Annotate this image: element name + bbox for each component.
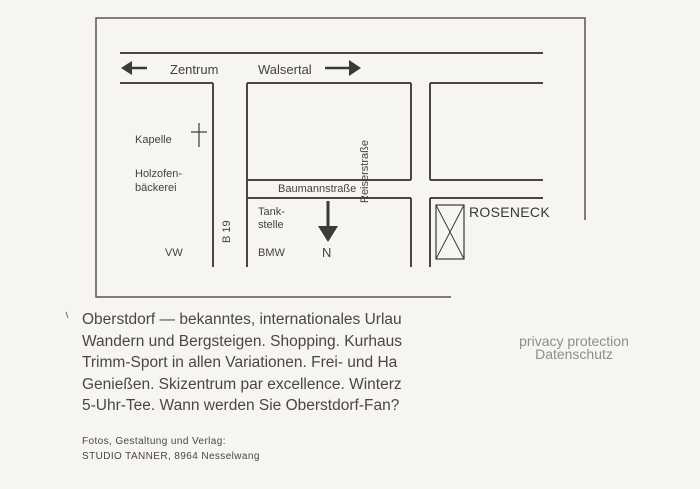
label-tank: Tank- (258, 206, 285, 218)
privacy-watermark (500, 335, 648, 361)
label-baumannstrasse: Baumannstraße (278, 183, 357, 195)
watermark-line-1: privacy protection (519, 333, 629, 349)
label-baeckerei: bäckerei (135, 182, 177, 194)
label-b19: B 19 (221, 220, 233, 243)
label-reiserstrasse: Reiserstraße (359, 140, 371, 203)
arrow-right-icon (325, 60, 361, 76)
description-text (82, 309, 452, 417)
label-bmw: BMW (258, 247, 285, 259)
credits (82, 434, 260, 464)
label-vw: VW (165, 247, 183, 259)
label-roseneck: ROSENECK (469, 204, 550, 220)
text-line: 5-Uhr-Tee. Wann werden Sie Oberstdorf-Fan? (82, 397, 400, 414)
watermark-line-2: Datenschutz (535, 346, 613, 362)
label-stelle: stelle (258, 219, 284, 231)
label-north: N (322, 245, 332, 260)
text-line: Oberstdorf — bekanntes, internationales Urlau (82, 311, 402, 328)
text-line: Genießen. Skizentrum par excellence. Winterz (82, 375, 402, 393)
label-walsertal: Walsertal (258, 62, 312, 77)
north-arrow-icon (318, 201, 338, 242)
label-holzofen: Holzofen- (135, 168, 183, 180)
arrow-left-icon (121, 61, 147, 75)
label-zentrum: Zentrum (170, 62, 219, 77)
label-kapelle: Kapelle (135, 134, 172, 146)
text-line: Trimm-Sport in allen Variationen. Frei- und Ha (82, 354, 398, 371)
credits-line-1: Fotos, Gestaltung und Verlag: (82, 436, 226, 447)
text-line: Wandern und Bergsteigen. Shopping. Kurhaus (82, 332, 402, 350)
credits-line-2: STUDIO TANNER, 8964 Nesselwang (82, 451, 260, 462)
chapel-cross-icon (191, 123, 207, 147)
